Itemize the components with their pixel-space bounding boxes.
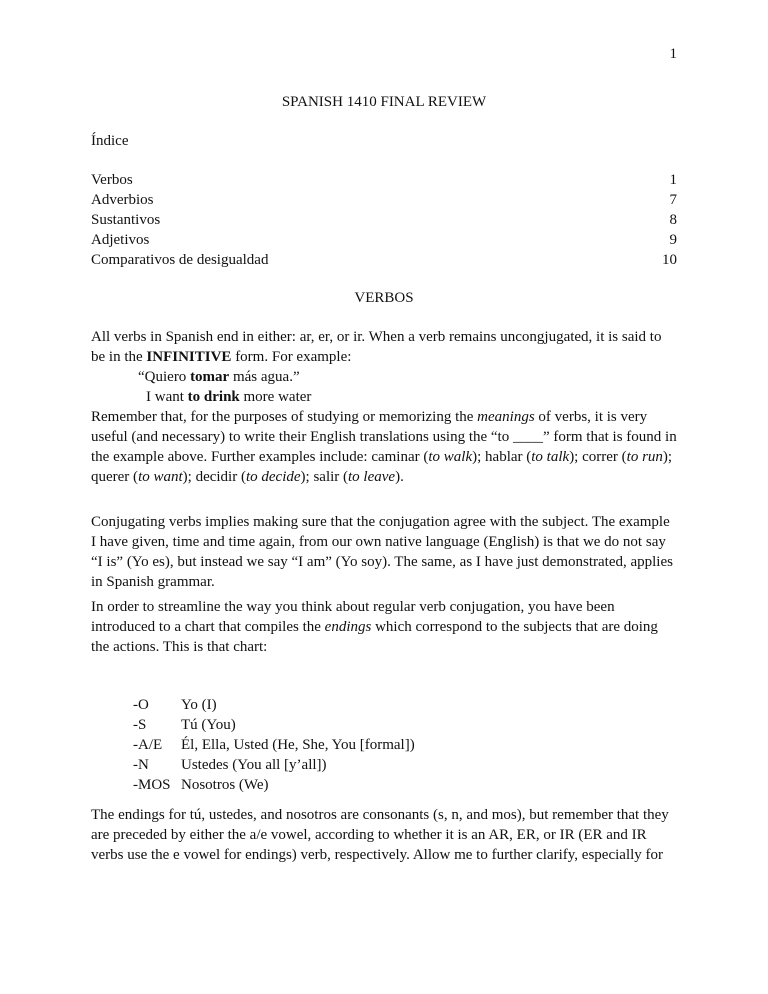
toc-row: [91, 170, 677, 190]
toc-row: [91, 210, 677, 230]
chart-row: [133, 735, 415, 755]
paragraph-meanings: [91, 407, 677, 487]
toc-label: Verbos: [91, 172, 133, 188]
italic-text: to walk: [428, 449, 473, 465]
section-heading: VERBOS: [354, 290, 414, 306]
toc-row: [91, 250, 677, 270]
text: In order to streamline the way you think about regular verb conjugation, you have been introduced to a chart that compiles the: [91, 599, 615, 635]
text: “Quiero: [138, 369, 191, 385]
text: ); hablar (: [472, 449, 532, 465]
chart-ending: -O: [133, 697, 149, 713]
toc-page: 10: [662, 252, 677, 268]
toc-row: [91, 190, 677, 210]
chart-subject: Tú (You): [181, 717, 236, 733]
bold-text: INFINITIVE: [146, 349, 232, 365]
table-of-contents: [91, 170, 677, 270]
toc-page: 8: [669, 212, 677, 228]
chart-subject: Yo (I): [181, 697, 217, 713]
chart-row: [133, 755, 415, 775]
chart-row: [133, 775, 415, 795]
italic-text: meanings: [477, 409, 535, 425]
text: which correspond to the subjects that are doing the actions. This is that chart:: [91, 619, 658, 655]
text: form. For example:: [231, 349, 352, 365]
italic-text: to talk: [531, 449, 570, 465]
toc-label: Comparativos de desigualdad: [91, 252, 269, 268]
text: Remember that, for the purposes of studying or memorizing the: [91, 409, 478, 425]
index-heading: Índice: [91, 133, 129, 149]
toc-page: 9: [669, 232, 677, 248]
paragraph-endings: The endings for tú, ustedes, and nosotros are consonants (s, n, and mos), but remember that they are preceded by either the a/e vowel, according to whether it is an AR, ER, or IR (ER and IR verbs use the e vowel for endings) verb, respectively. Allow me to further clarify, especially for: [91, 807, 669, 863]
text: ); salir (: [300, 469, 349, 485]
toc-label: Adjetivos: [91, 232, 150, 248]
text: of verbs, it is very useful (and necessary) to write their English translations using the “to ____” form that is found in the example above. Further examples include: caminar (: [91, 409, 677, 465]
text: ); querer (: [91, 449, 673, 485]
page-number: 1: [669, 46, 677, 62]
text: ); decidir (: [182, 469, 246, 485]
text: I want: [146, 389, 188, 405]
text: ).: [395, 469, 404, 485]
toc-page: 1: [669, 172, 677, 188]
text: more water: [239, 389, 312, 405]
chart-ending: -A/E: [133, 737, 163, 753]
bold-text: to drink: [187, 389, 240, 405]
bold-text: tomar: [190, 369, 230, 385]
text: All verbs in Spanish end in either: ar, er, or ir. When a verb remains uncongjugated, it is said to be in the: [91, 329, 662, 365]
toc-row: [91, 230, 677, 250]
paragraph-infinitive: [91, 327, 677, 367]
chart-ending: -S: [133, 717, 147, 733]
paragraph-conjugating: Conjugating verbs implies making sure that the conjugation agree with the subject. The example I have given, time and time again, from our own native language (English) is that we do not say “I is” (Yo es), but instead we say “I am” (Yo soy). The same, as I have just demonstrated, applies in Spanish grammar.: [91, 514, 673, 590]
text: más agua.”: [229, 369, 300, 385]
chart-subject: Él, Ella, Usted (He, She, You [formal]): [181, 737, 415, 753]
text: ); correr (: [569, 449, 627, 465]
endings-chart: [133, 695, 415, 795]
chart-row: [133, 695, 415, 715]
example-spanish: [138, 367, 724, 387]
chart-subject: Nosotros (We): [181, 777, 269, 793]
italic-text: to run: [626, 449, 663, 465]
toc-label: Sustantivos: [91, 212, 161, 228]
italic-text: to want: [138, 469, 183, 485]
chart-row: [133, 715, 415, 735]
paragraph-chart-intro: [91, 597, 677, 657]
document-title: SPANISH 1410 FINAL REVIEW: [281, 94, 487, 110]
toc-label: Adverbios: [91, 192, 154, 208]
chart-ending: -MOS: [133, 777, 171, 793]
chart-ending: -N: [133, 757, 149, 773]
italic-text: endings: [324, 619, 372, 635]
toc-page: 7: [669, 192, 677, 208]
italic-text: to leave: [348, 469, 396, 485]
chart-subject: Ustedes (You all [y’all]): [181, 757, 327, 773]
example-english: [146, 387, 732, 407]
italic-text: to decide: [245, 469, 301, 485]
